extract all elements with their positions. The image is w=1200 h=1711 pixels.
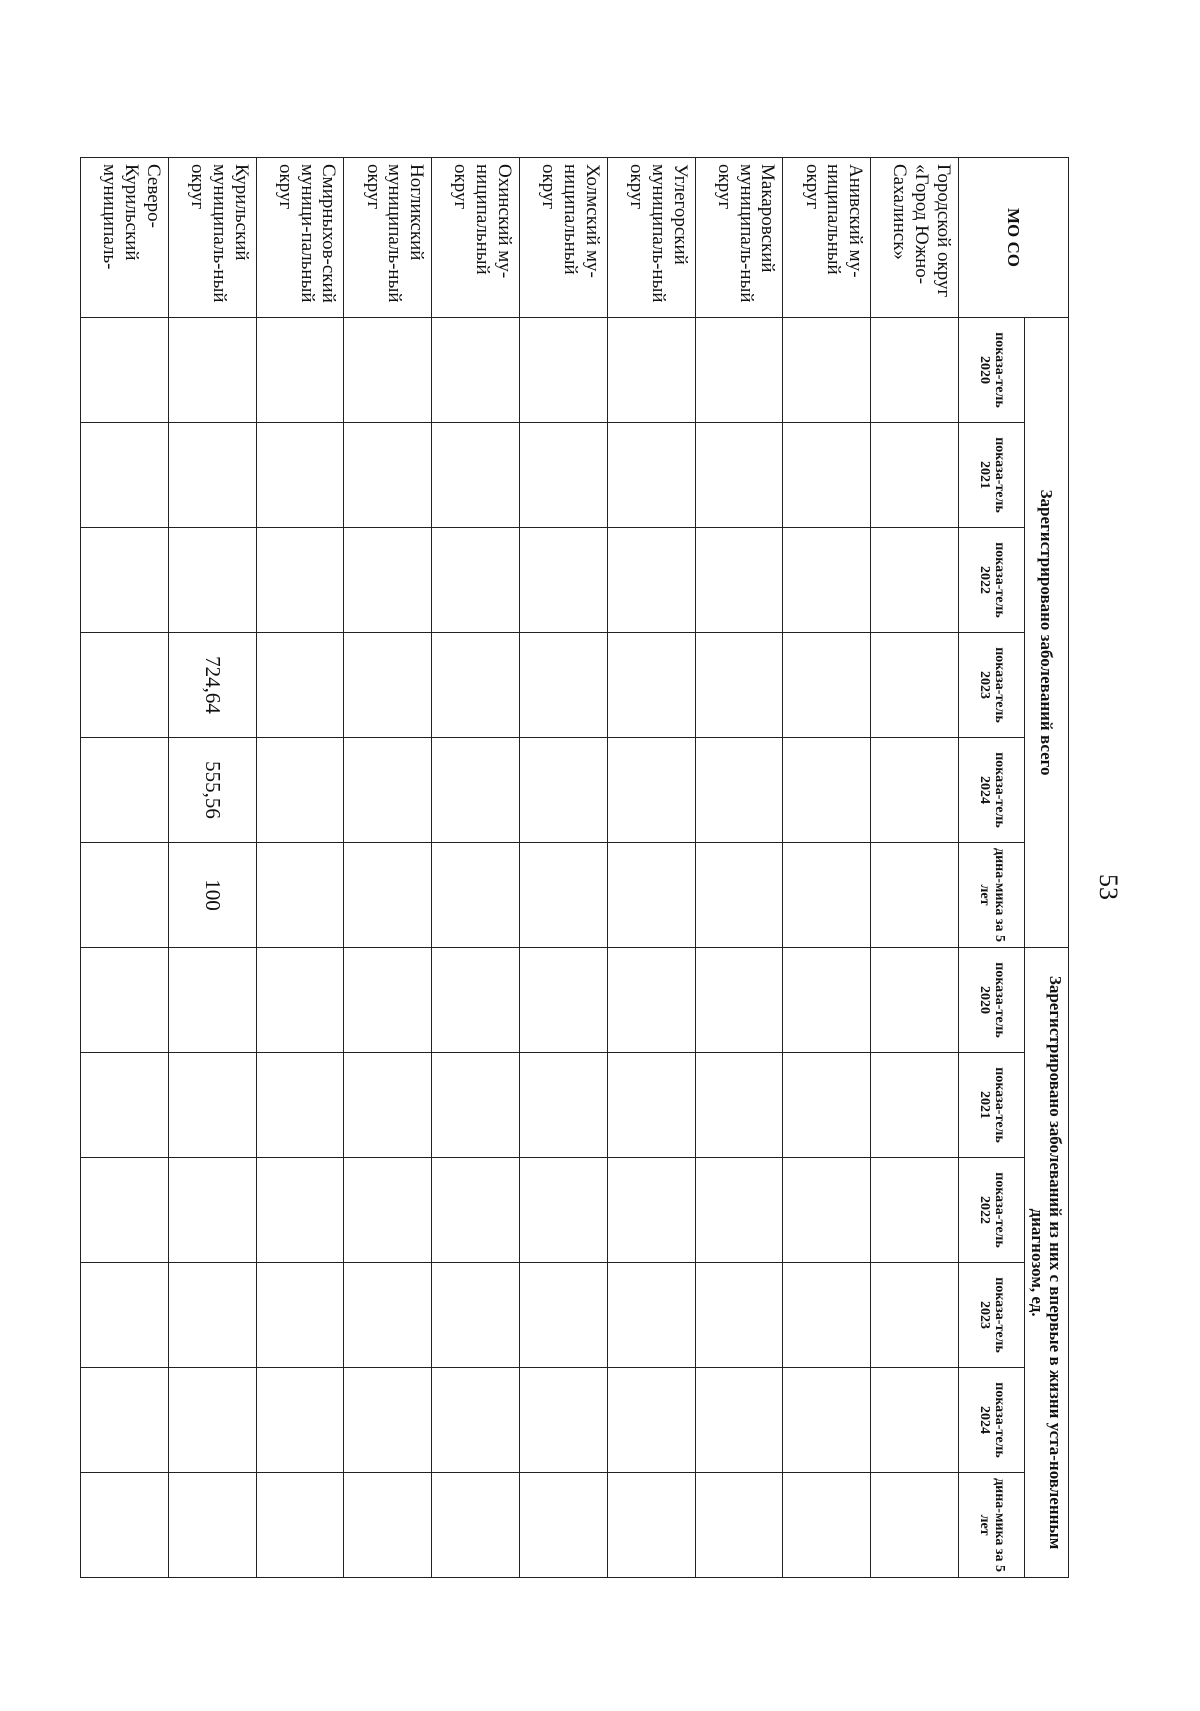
table-cell	[81, 633, 169, 738]
table-body	[81, 158, 959, 1578]
table-row	[695, 158, 783, 1578]
group-header-total: Зарегистрировано заболеваний всего	[1025, 318, 1069, 948]
table-row	[607, 158, 695, 1578]
table-cell	[256, 1053, 344, 1158]
table-cell	[256, 948, 344, 1053]
table-cell	[607, 318, 695, 423]
municipality-name: Углегорский муниципаль-ный округ	[607, 158, 695, 318]
table-cell	[783, 1368, 871, 1473]
page-number: 53	[1094, 874, 1123, 900]
table-cell: 724,64	[168, 633, 256, 738]
table-cell: 100	[168, 843, 256, 948]
table-cell	[871, 1053, 959, 1158]
table-cell	[256, 843, 344, 948]
table-cell	[344, 948, 432, 1053]
table-cell	[81, 738, 169, 843]
table-cell	[871, 1263, 959, 1368]
table-cell	[607, 1263, 695, 1368]
table-cell	[168, 318, 256, 423]
table-cell	[520, 948, 608, 1053]
table-cell	[695, 633, 783, 738]
table-container	[80, 157, 1069, 1577]
table-row	[783, 158, 871, 1578]
table-cell	[81, 1368, 169, 1473]
table-cell	[871, 738, 959, 843]
municipality-name: Макаровский муниципаль-ный округ	[695, 158, 783, 318]
table-cell	[344, 1053, 432, 1158]
table-cell	[871, 948, 959, 1053]
table-cell	[168, 1473, 256, 1578]
subheader-row	[959, 158, 1025, 1578]
rotated-table-frame	[80, 157, 1069, 1577]
table-cell	[168, 528, 256, 633]
table-cell	[344, 843, 432, 948]
column-subheader: показа-тель 2022	[959, 1158, 1025, 1263]
table-cell	[783, 738, 871, 843]
table-cell	[783, 528, 871, 633]
municipality-name: Ногликский муниципаль-ный округ	[344, 158, 432, 318]
table-cell	[344, 1473, 432, 1578]
table-cell	[520, 1368, 608, 1473]
municipality-name: Городской округ «Город Южно-Сахалинск»	[871, 158, 959, 318]
table-cell	[783, 843, 871, 948]
table-cell	[168, 423, 256, 528]
column-subheader: показа-тель 2021	[959, 1053, 1025, 1158]
table-cell	[256, 528, 344, 633]
table-row	[344, 158, 432, 1578]
table-cell	[520, 423, 608, 528]
table-cell	[520, 528, 608, 633]
table-cell	[256, 1473, 344, 1578]
corner-header: МО СО	[959, 158, 1069, 318]
table-cell	[607, 738, 695, 843]
table-cell	[81, 528, 169, 633]
table-cell	[432, 1473, 520, 1578]
municipality-name: Холмский му-ниципальный округ	[520, 158, 608, 318]
table-cell	[81, 1473, 169, 1578]
table-cell	[432, 1053, 520, 1158]
table-cell	[871, 318, 959, 423]
table-cell	[871, 423, 959, 528]
table-cell	[695, 948, 783, 1053]
table-cell	[81, 1263, 169, 1368]
table-cell	[520, 1053, 608, 1158]
table-cell	[432, 1368, 520, 1473]
table-cell	[344, 528, 432, 633]
table-cell	[783, 948, 871, 1053]
table-cell	[520, 1263, 608, 1368]
table-cell	[695, 1368, 783, 1473]
column-subheader: дина-мика за 5 лет	[959, 843, 1025, 948]
column-subheader: показа-тель 2023	[959, 633, 1025, 738]
table-cell	[607, 1368, 695, 1473]
table-cell	[871, 843, 959, 948]
table-cell	[432, 1263, 520, 1368]
table-cell	[81, 843, 169, 948]
table-cell	[432, 633, 520, 738]
table-cell	[871, 1158, 959, 1263]
table-cell	[432, 423, 520, 528]
municipality-name: Смирныхов-ский муници-пальный округ	[256, 158, 344, 318]
column-subheader: показа-тель 2020	[959, 318, 1025, 423]
column-subheader: дина-мика за 5 лет	[959, 1473, 1025, 1578]
table-cell	[783, 1473, 871, 1578]
table-cell	[520, 318, 608, 423]
table-cell	[344, 423, 432, 528]
table-cell	[256, 1263, 344, 1368]
table-cell	[256, 423, 344, 528]
municipality-name: Курильский муниципаль-ный округ	[168, 158, 256, 318]
table-cell	[783, 633, 871, 738]
table-cell	[695, 318, 783, 423]
table-cell	[783, 423, 871, 528]
municipality-name: Охинский му-ниципальный округ	[432, 158, 520, 318]
table-cell	[344, 318, 432, 423]
table-cell	[607, 948, 695, 1053]
table-cell	[695, 843, 783, 948]
table-cell	[607, 1053, 695, 1158]
column-subheader: показа-тель 2021	[959, 423, 1025, 528]
table-cell	[81, 1053, 169, 1158]
table-cell	[344, 1158, 432, 1263]
table-cell	[168, 1158, 256, 1263]
table-row	[256, 158, 344, 1578]
table-cell	[256, 1368, 344, 1473]
table-cell	[607, 633, 695, 738]
table-cell	[432, 1158, 520, 1263]
table-cell	[871, 1473, 959, 1578]
table-cell	[432, 318, 520, 423]
table-cell	[432, 528, 520, 633]
table-cell	[607, 1473, 695, 1578]
table-row	[520, 158, 608, 1578]
table-row	[871, 158, 959, 1578]
table-cell	[432, 738, 520, 843]
municipality-name: Северо-Курильский муниципаль-	[81, 158, 169, 318]
table-cell	[256, 1158, 344, 1263]
column-subheader: показа-тель 2024	[959, 1368, 1025, 1473]
table-row	[168, 158, 256, 1578]
table-cell	[607, 528, 695, 633]
column-subheader: показа-тель 2022	[959, 528, 1025, 633]
table-cell	[607, 1158, 695, 1263]
table-cell	[871, 528, 959, 633]
table-cell	[344, 738, 432, 843]
table-cell	[695, 1053, 783, 1158]
disease-statistics-table	[80, 157, 1069, 1578]
table-cell	[520, 633, 608, 738]
column-subheader: показа-тель 2023	[959, 1263, 1025, 1368]
table-cell	[432, 843, 520, 948]
table-cell	[783, 318, 871, 423]
table-cell	[81, 318, 169, 423]
table-cell	[168, 1053, 256, 1158]
table-cell	[168, 1368, 256, 1473]
table-cell	[256, 738, 344, 843]
table-cell	[520, 738, 608, 843]
table-cell	[344, 633, 432, 738]
table-cell	[783, 1158, 871, 1263]
column-subheader: показа-тель 2024	[959, 738, 1025, 843]
table-cell	[695, 738, 783, 843]
table-cell	[607, 843, 695, 948]
table-cell	[81, 423, 169, 528]
table-cell	[871, 1368, 959, 1473]
table-cell	[168, 1263, 256, 1368]
table-row	[81, 158, 169, 1578]
table-cell	[344, 1263, 432, 1368]
table-cell	[695, 528, 783, 633]
table-row	[432, 158, 520, 1578]
table-cell	[695, 423, 783, 528]
table-cell	[256, 633, 344, 738]
table-cell	[168, 948, 256, 1053]
table-cell: 555,56	[168, 738, 256, 843]
table-cell	[695, 1158, 783, 1263]
table-cell	[695, 1473, 783, 1578]
table-cell	[81, 948, 169, 1053]
table-cell	[607, 423, 695, 528]
table-cell	[520, 843, 608, 948]
table-cell	[432, 948, 520, 1053]
group-header-first-diagnosed: Зарегистрировано заболеваний из них с впервые в жизни уста-новленным диагнозом, ед.	[1025, 948, 1069, 1578]
table-cell	[81, 1158, 169, 1263]
table-cell	[520, 1473, 608, 1578]
municipality-name: Анивский му-ниципальный округ	[783, 158, 871, 318]
table-cell	[695, 1263, 783, 1368]
table-cell	[344, 1368, 432, 1473]
table-cell	[256, 318, 344, 423]
table-cell	[783, 1263, 871, 1368]
table-cell	[783, 1053, 871, 1158]
column-subheader: показа-тель 2020	[959, 948, 1025, 1053]
table-cell	[520, 1158, 608, 1263]
table-cell	[871, 633, 959, 738]
